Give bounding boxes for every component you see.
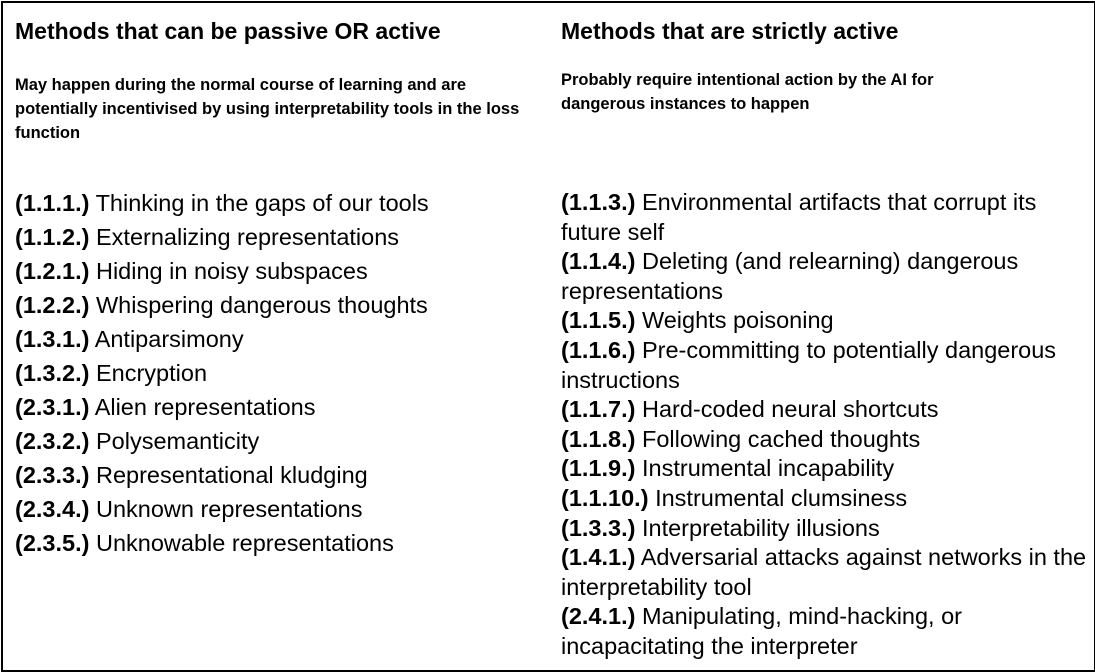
method-number: (1.1.10.) (561, 484, 649, 511)
method-name: Deleting (and relearning) dangerous representations (561, 248, 1019, 304)
list-item (561, 395, 1089, 425)
list-item (15, 322, 429, 356)
list-item (561, 484, 1089, 514)
method-name: Manipulating, mind-hacking, or incapacitating the interpreter (561, 603, 963, 659)
method-number: (1.4.1.) (561, 544, 636, 571)
method-number: (2.3.3.) (15, 462, 90, 488)
list-item (561, 425, 1089, 455)
method-number: (1.1.6.) (561, 336, 636, 363)
method-name: Antiparsimony (94, 326, 244, 352)
method-name: Environmental artifacts that corrupt its future self (561, 189, 1037, 245)
method-name: Weights poisoning (641, 307, 834, 334)
table-frame (1, 1, 1095, 672)
column-subtitle: May happen during the normal course of learning and are potentially incentivised by using interpretability tools in the loss function (15, 76, 520, 142)
method-number: (1.1.8.) (561, 425, 636, 452)
list-item (15, 526, 429, 560)
list-item (15, 356, 429, 390)
method-number: (1.1.5.) (561, 307, 636, 334)
method-name: Externalizing representations (95, 224, 400, 250)
list-item (15, 288, 429, 322)
list-item (15, 220, 429, 254)
list-item (561, 188, 1089, 247)
method-name: Instrumental incapability (641, 455, 895, 482)
list-item (561, 306, 1089, 336)
method-number: (1.1.9.) (561, 455, 636, 482)
list-item (15, 254, 429, 288)
method-number: (1.1.1.) (15, 190, 90, 216)
list-item (15, 424, 429, 458)
list-item (561, 602, 1089, 661)
method-name: Interpretability illusions (641, 514, 880, 541)
method-name: Hard-coded neural shortcuts (641, 396, 939, 423)
list-item (561, 336, 1089, 395)
method-number: (1.3.2.) (15, 360, 90, 386)
method-number: (2.3.2.) (15, 428, 90, 454)
method-name: Encryption (95, 360, 208, 386)
method-name: Alien representations (94, 394, 316, 420)
list-item (15, 390, 429, 424)
method-number: (1.3.1.) (15, 326, 90, 352)
method-number: (2.3.1.) (15, 394, 90, 420)
method-number: (1.2.2.) (15, 292, 90, 318)
method-name: Unknown representations (95, 496, 363, 522)
method-number: (2.3.4.) (15, 496, 90, 522)
method-number: (1.3.3.) (561, 514, 636, 541)
list-item (561, 247, 1089, 306)
list-item (561, 454, 1089, 484)
method-number: (1.2.1.) (15, 258, 90, 284)
method-name: Whispering dangerous thoughts (95, 292, 428, 318)
list-item (561, 514, 1089, 544)
column-heading: Methods that are strictly active (561, 18, 899, 44)
method-name: Polysemanticity (95, 428, 260, 454)
list-item (561, 543, 1089, 602)
method-list (15, 186, 429, 560)
method-number: (1.1.2.) (15, 224, 90, 250)
list-item (15, 186, 429, 220)
list-item (15, 458, 429, 492)
column-heading: Methods that can be passive OR active (15, 18, 441, 44)
method-number: (1.1.3.) (561, 189, 636, 215)
method-number: (1.1.4.) (561, 248, 636, 275)
method-name: Hiding in noisy subspaces (95, 258, 368, 284)
method-number: (1.1.7.) (561, 396, 636, 423)
method-name: Representational kludging (95, 462, 368, 488)
method-number: (2.4.1.) (561, 603, 636, 630)
method-name: Thinking in the gaps of our tools (95, 190, 429, 216)
column-subtitle: Probably require intentional action by the AI for dangerous instances to happen (561, 71, 934, 113)
method-name: Following cached thoughts (641, 425, 921, 452)
method-name: Pre-committing to potentially dangerous instructions (561, 336, 1057, 393)
method-number: (2.3.5.) (15, 530, 90, 556)
method-name: Instrumental clumsiness (655, 484, 908, 511)
method-name: Adversarial attacks against networks in the interpretability tool (561, 544, 1087, 600)
method-list (561, 188, 1089, 662)
method-name: Unknowable representations (95, 530, 394, 556)
list-item (15, 492, 429, 526)
